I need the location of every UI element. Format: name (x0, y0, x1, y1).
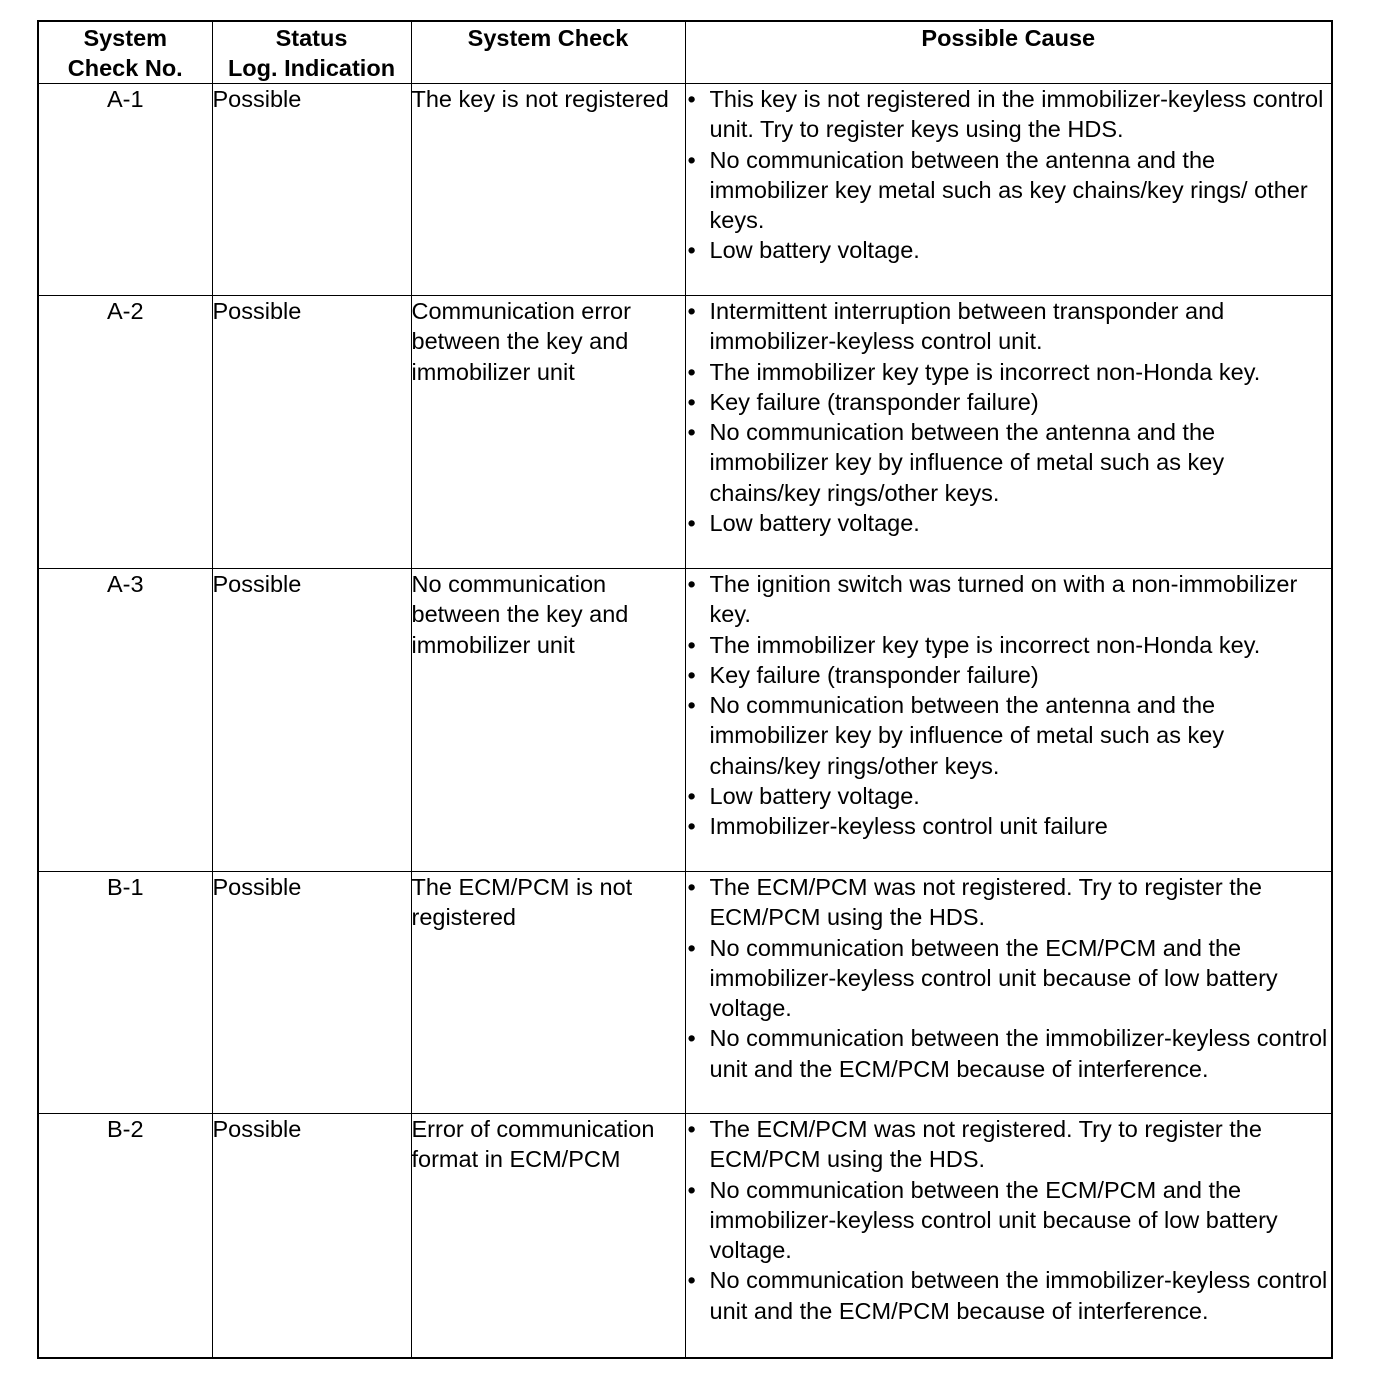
table-row (38, 872, 1332, 1114)
system-check-cell: No communication between the key and immobilizer unit (411, 569, 685, 872)
cause-text: No communication between the immobilizer-keyless control unit and the ECM/PCM because of interference. (709, 1025, 1328, 1082)
cause-item (686, 145, 1332, 236)
bullet-icon: • (687, 1025, 696, 1052)
cause-text: No communication between the immobilizer-keyless control unit and the ECM/PCM because of interference. (709, 1267, 1328, 1324)
bullet-icon: • (687, 1176, 696, 1203)
cause-text: Key failure (transponder failure) (709, 388, 1039, 415)
cause-text: The ECM/PCM was not registered. Try to register the ECM/PCM using the HDS. (709, 1116, 1262, 1173)
bullet-icon: • (687, 874, 696, 900)
system-check-cell: The key is not registered (411, 84, 685, 296)
cause-text: No communication between the antenna and the immobilizer key by influence of metal such as key chains/key rings/other keys. (709, 419, 1225, 506)
possible-cause-cell (685, 872, 1332, 1114)
bullet-icon: • (687, 510, 696, 537)
bullet-icon: • (687, 146, 696, 173)
cause-text: The ECM/PCM was not registered. Try to register the ECM/PCM using the HDS. (709, 874, 1262, 931)
check-no-cell: A-2 (38, 296, 212, 569)
table-row (38, 1114, 1332, 1358)
cause-item (686, 660, 1332, 690)
bullet-icon: • (687, 692, 696, 719)
bullet-icon: • (687, 571, 696, 597)
table-row (38, 296, 1332, 569)
cause-list (686, 84, 1332, 266)
bullet-icon: • (687, 813, 696, 840)
check-no-cell: B-1 (38, 872, 212, 1114)
cause-text: Immobilizer-keyless control unit failure (709, 813, 1108, 840)
bullet-icon: • (687, 783, 696, 810)
cause-item (686, 630, 1332, 660)
cause-item (686, 357, 1332, 387)
table-row (38, 569, 1332, 872)
status-cell: Possible (212, 84, 411, 296)
possible-cause-cell (685, 84, 1332, 296)
bullet-icon: • (687, 358, 696, 385)
cause-text: No communication between the antenna and the immobilizer key metal such as key chains/key rings/ other keys. (709, 146, 1308, 234)
cause-text: The ignition switch was turned on with a non-immobilizer key. (709, 571, 1298, 628)
bullet-icon: • (687, 631, 696, 658)
system-check-cell: The ECM/PCM is not registered (411, 872, 685, 1114)
header-possible-cause: Possible Cause (685, 21, 1332, 84)
bullet-icon: • (687, 1116, 696, 1142)
cause-item (686, 417, 1332, 508)
cause-item (686, 811, 1332, 841)
cause-list (686, 872, 1332, 1084)
status-cell: Possible (212, 569, 411, 872)
status-cell: Possible (212, 872, 411, 1114)
bullet-icon: • (687, 1267, 696, 1294)
check-no-cell: B-2 (38, 1114, 212, 1358)
check-no-cell: A-3 (38, 569, 212, 872)
system-check-table (37, 20, 1333, 1359)
possible-cause-cell (685, 1114, 1332, 1358)
possible-cause-cell (685, 296, 1332, 569)
header-check-no: System Check No. (38, 21, 212, 84)
cause-text: The immobilizer key type is incorrect non-Honda key. (709, 631, 1261, 658)
cause-item (686, 781, 1332, 811)
bullet-icon: • (687, 237, 696, 264)
cause-text: Intermittent interruption between transponder and immobilizer-keyless control unit. (709, 298, 1225, 355)
header-system-check: System Check (411, 21, 685, 84)
cause-item (686, 508, 1332, 538)
cause-text: No communication between the ECM/PCM and the immobilizer-keyless control unit because of low battery voltage. (709, 934, 1278, 1022)
bullet-icon: • (687, 86, 696, 112)
cause-text: No communication between the antenna and the immobilizer key by influence of metal such as key chains/key rings/other keys. (709, 692, 1225, 779)
bullet-icon: • (687, 934, 696, 961)
cause-text: No communication between the ECM/PCM and the immobilizer-keyless control unit because of low battery voltage. (709, 1176, 1278, 1264)
cause-item (686, 296, 1332, 357)
cause-text: Low battery voltage. (709, 510, 920, 537)
header-row (38, 21, 1332, 84)
bullet-icon: • (687, 298, 696, 324)
possible-cause-cell (685, 569, 1332, 872)
system-check-cell: Communication error between the key and immobilizer unit (411, 296, 685, 569)
cause-text: The immobilizer key type is incorrect non-Honda key. (709, 358, 1261, 385)
bullet-icon: • (687, 419, 696, 446)
cause-item (686, 1023, 1332, 1084)
system-check-cell: Error of communication format in ECM/PCM (411, 1114, 685, 1358)
cause-item (686, 387, 1332, 417)
header-status-log: Status Log. Indication (212, 21, 411, 84)
cause-item (686, 1265, 1332, 1326)
cause-item (686, 872, 1332, 933)
cause-text: Low battery voltage. (709, 237, 920, 264)
cause-item (686, 1175, 1332, 1266)
bullet-icon: • (687, 388, 696, 415)
cause-item (686, 569, 1332, 630)
cause-text: Key failure (transponder failure) (709, 661, 1039, 688)
cause-list (686, 1114, 1332, 1326)
cause-item (686, 1114, 1332, 1175)
status-cell: Possible (212, 1114, 411, 1358)
bullet-icon: • (687, 661, 696, 688)
table-row (38, 84, 1332, 296)
cause-item (686, 933, 1332, 1024)
cause-item (686, 690, 1332, 781)
cause-list (686, 296, 1332, 538)
cause-text: This key is not registered in the immobilizer-keyless control unit. Try to register keys using the HDS. (709, 86, 1324, 143)
check-no-cell: A-1 (38, 84, 212, 296)
status-cell: Possible (212, 296, 411, 569)
cause-list (686, 569, 1332, 842)
cause-item (686, 235, 1332, 265)
cause-text: Low battery voltage. (709, 783, 920, 810)
cause-item (686, 84, 1332, 145)
